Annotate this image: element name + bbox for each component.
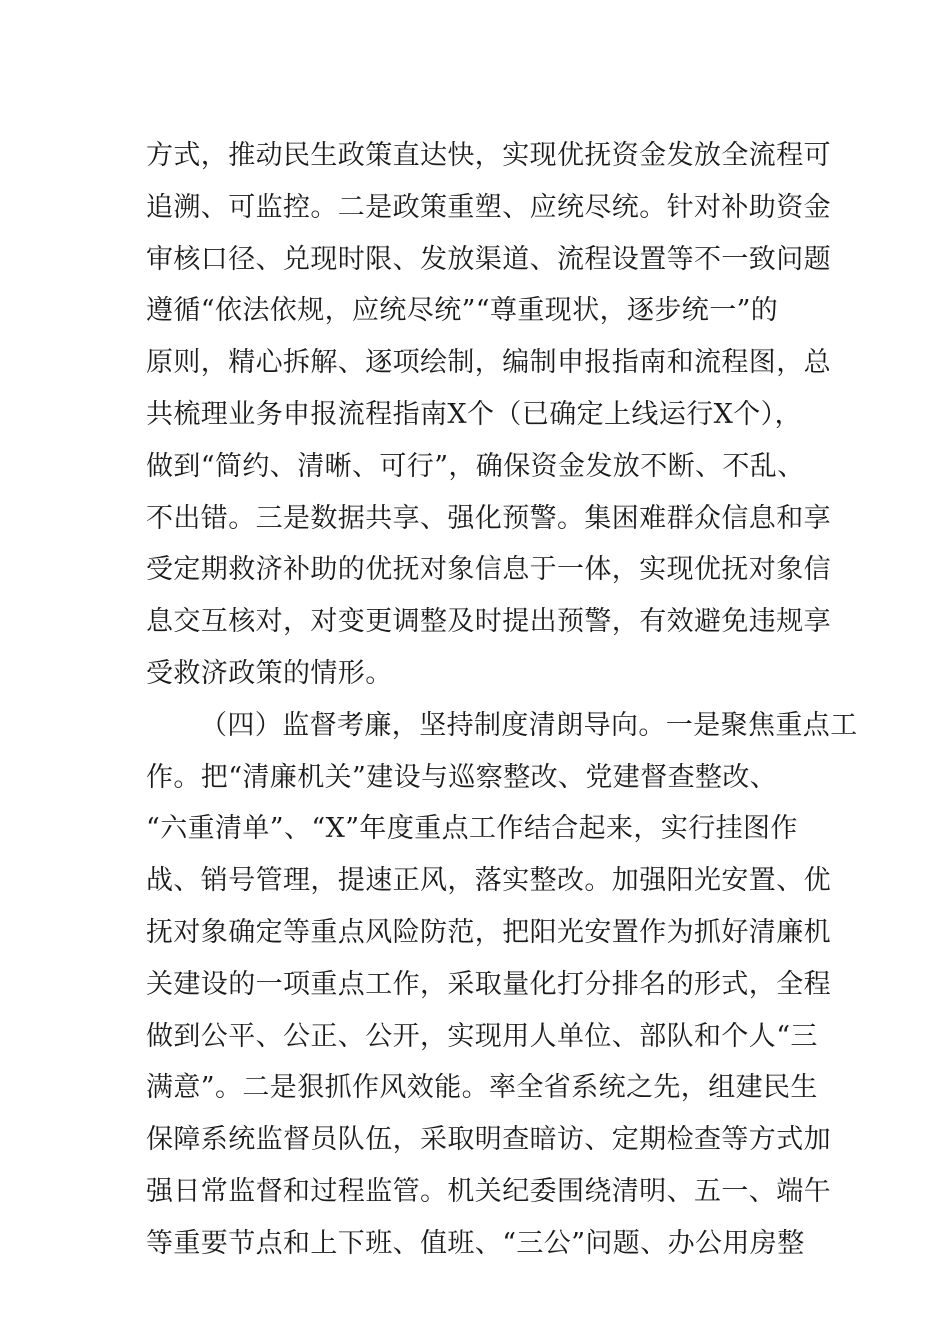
text-line: 等重要节点和上下班、值班、“三公”问题、办公用房整: [146, 1227, 805, 1259]
text-line: 遵循“依法依规，应统尽统”“尊重现状，逐步统一”的: [146, 295, 779, 327]
text-line: 满意”。二是狠抓作风效能。率全省系统之先，组建民生: [146, 1072, 818, 1104]
text-line: 保障系统监督员队伍，采取明查暗访、定期检查等方式加: [146, 1124, 831, 1156]
text-line: 原则，精心拆解、逐项绘制，编制申报指南和流程图，总: [146, 347, 831, 379]
text-line: 抚对象确定等重点风险防范，把阳光安置作为抓好清廉机: [146, 916, 831, 948]
text-line: 共梳理业务申报流程指南X个（已确定上线运行X个），: [146, 398, 802, 430]
text-line: 作。把“清廉机关”建设与巡察整改、党建督查整改、: [146, 761, 778, 793]
text-line: 不出错。三是数据共享、强化预警。集困难群众信息和享: [146, 502, 831, 534]
text-line: 战、销号管理，提速正风，落实整改。加强阳光安置、优: [146, 865, 831, 897]
body-text: [146, 130, 858, 1270]
text-line: 受定期救济补助的优抚对象信息于一体，实现优抚对象信: [146, 554, 831, 586]
text-line: 强日常监督和过程监管。机关纪委围绕清明、五一、端午: [146, 1175, 831, 1207]
text-line: 方式，推动民生政策直达快，实现优抚资金发放全流程可: [146, 140, 831, 171]
text-line: 做到“简约、清晰、可行”，确保资金发放不断、不乱、: [146, 450, 805, 482]
text-line: 追溯、可监控。二是政策重塑、应统尽统。针对补助资金: [146, 191, 831, 223]
text-line: 息交互核对，对变更调整及时提出预警，有效避免违规享: [146, 606, 831, 638]
text-line: 做到公平、公正、公开，实现用人单位、部队和个人“三: [146, 1020, 818, 1052]
text-line: 关建设的一项重点工作，采取量化打分排名的形式，全程: [146, 968, 831, 1000]
text-line: 审核口径、兑现时限、发放渠道、流程设置等不一致问题: [146, 243, 831, 275]
section-heading-line: （四）监督考廉，坚持制度清朗导向。一是聚焦重点工: [200, 709, 858, 741]
text-line: “六重清单”、“X”年度重点工作结合起来，实行挂图作: [146, 813, 798, 845]
text-line: 受救济政策的情形。: [146, 657, 393, 689]
